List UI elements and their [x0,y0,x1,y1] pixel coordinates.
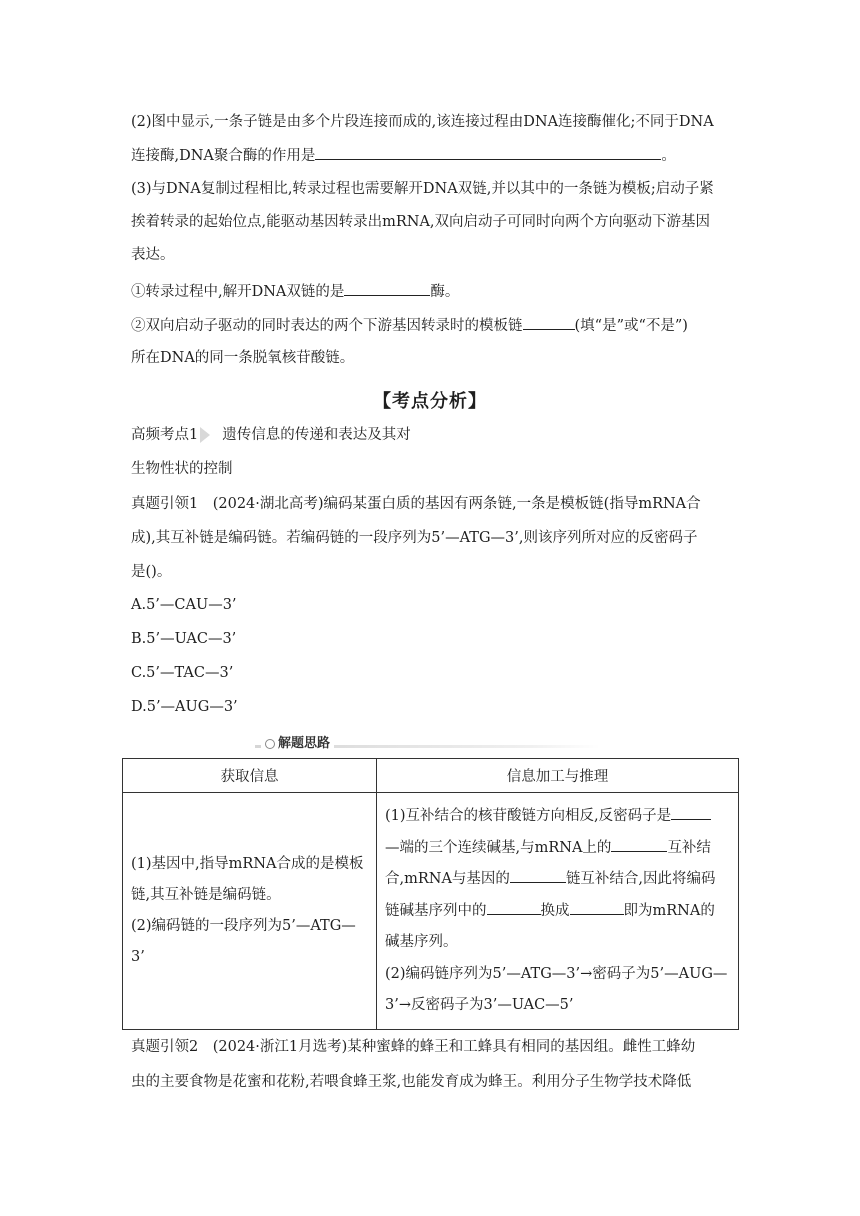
table-header-reasoning: 信息加工与推理 [377,759,739,793]
question-3-1-end: 酶。 [430,284,460,300]
option-d: D.5’—AUG—3’ [131,699,238,715]
answer-blank-base-from[interactable] [487,900,541,915]
reasoning-text: 合,mRNA与基因的 [385,871,510,887]
section-title: 【考点分析】 [373,391,487,412]
example-1-line-3: 是()。 [131,564,172,580]
option-c: C.5’—TAC—3’ [131,665,234,681]
question-3-line-3: 表达。 [131,247,175,263]
question-3-1 [131,281,741,302]
answer-blank-end[interactable] [671,805,711,820]
info-line: (2)编码链的一段序列为5’—ATG— [131,918,356,934]
example-1-line-2: 成),其互补链是编码链。若编码链的一段序列为5’—ATG—3’,则该序列所对应的反密码子 [131,530,698,546]
answer-blank-strand[interactable] [510,868,566,883]
question-2-prompt: 连接酶,DNA聚合酶的作用是 [131,148,316,164]
reasoning-text: (1)互补结合的核苷酸链方向相反,反密码子是 [385,808,672,824]
reasoning-text: 换成 [540,902,570,919]
example-1-line-1: 真题引领1 (2024·湖北高考)编码某蛋白质的基因有两条链,一条是模板链(指导mRNA合 [131,496,701,512]
reasoning-line [385,864,730,896]
reasoning-line [385,833,730,865]
table-header-row [123,759,739,793]
arrow-marker-icon [200,427,210,443]
table-cell-reasoning [377,793,739,1030]
question-2-end: 。 [661,148,676,164]
info-line: 3’ [131,949,145,965]
example-2-line-2: 虫的主要食物是花蜜和花粉,若喂食蜂王浆,也能发育成为蜂王。利用分子生物学技术降低 [131,1074,692,1090]
answer-blank-mrna[interactable] [611,837,667,852]
table-row [123,793,739,1030]
reasoning-table [122,758,739,1030]
reasoning-line [385,801,730,833]
reasoning-text: —端的三个连续碱基,与mRNA上的 [385,839,612,856]
banner-label [261,732,334,751]
cell-reasoning-text [377,793,738,1022]
question-3-2-hint: (填“是”或“不是”) [574,318,688,334]
answer-blank-template[interactable] [523,315,575,330]
key-point-title: 遗传信息的传递和表达及其对 [222,427,411,443]
banner-text: 解题思路 [278,736,331,751]
reasoning-text: 链碱基序列中的 [385,902,487,919]
reasoning-line: 碱基序列。 [385,934,458,950]
example-2-line-1: 真题引领2 (2024·浙江1月选考)某种蜜蜂的蜂王和工蜂具有相同的基因组。雌性工蜂幼 [131,1039,696,1055]
option-a: A.5’—CAU—3’ [131,597,237,613]
question-3-2-prompt: ②双向启动子驱动的同时表达的两个下游基因转录时的模板链 [131,318,523,334]
answer-blank-polymerase[interactable] [315,145,661,160]
key-point-heading [131,425,411,445]
question-2-line-1: (2)图中显示,一条子链是由多个片段连接而成的,该连接过程由DNA连接酶催化;不同于DNA [131,114,714,130]
reasoning-text: 链互补结合,因此将编码 [565,871,716,887]
solution-approach-banner [255,731,605,751]
reasoning-line: (2)编码链序列为5’—ATG—3’→密码子为5’—AUG— [385,965,728,982]
cell-info-text [123,849,376,973]
question-3-line-1: (3)与DNA复制过程相比,转录过程也需要解开DNA双链,并以其中的一条链为模板;启动子紧 [131,181,714,197]
question-2-line-2 [131,145,741,166]
question-3-2-line-1 [131,315,741,336]
table-header-info: 获取信息 [123,759,377,793]
option-b: B.5’—UAC—3’ [131,631,237,647]
info-line: 链,其互补链是编码链。 [131,887,281,903]
key-point-title-cont: 生物性状的控制 [131,461,233,477]
reasoning-text: 互补结 [667,839,711,856]
reasoning-text: 即为mRNA的 [623,902,715,919]
answer-blank-base-to[interactable] [570,900,624,915]
info-line: (1)基因中,指导mRNA合成的是模板 [131,856,364,872]
question-3-2-line-2: 所在DNA的同一条脱氧核苷酸链。 [131,350,355,366]
key-point-label: 高频考点1 [131,427,199,443]
question-3-1-prompt: ①转录过程中,解开DNA双链的是 [131,284,345,300]
lightbulb-icon [265,739,275,749]
reasoning-line [385,896,730,928]
answer-blank-enzyme[interactable] [344,281,430,296]
table-cell-info [123,793,377,1030]
reasoning-line: 3’→反密码子为3’—UAC—5’ [385,997,574,1013]
question-3-line-2: 挨着转录的起始位点,能驱动基因转录出mRNA,双向启动子可同时向两个方向驱动下游基因 [131,214,711,230]
